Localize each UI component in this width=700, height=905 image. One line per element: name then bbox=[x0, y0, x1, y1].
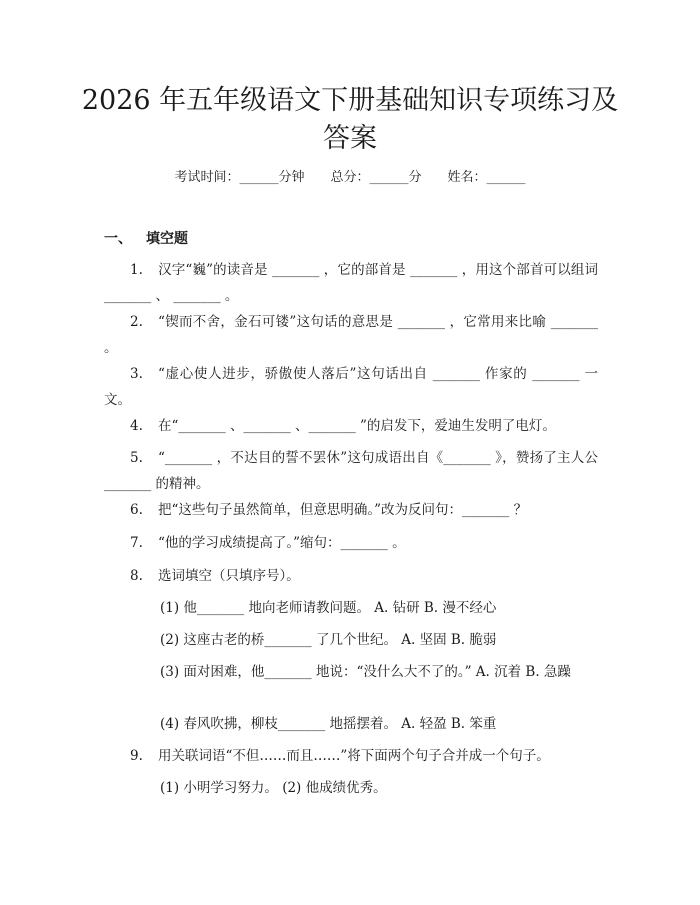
question-8-sub-1: (1) 他_______ 地向老师请教问题。 A. 钻研 B. 漫不经心 bbox=[160, 600, 497, 616]
question-9 bbox=[104, 743, 598, 769]
question-6 bbox=[104, 497, 598, 523]
question-text: “虚心使人进步，骄傲使人落后”这句话出自 _______ 作家的 _______ 一文。 bbox=[104, 366, 598, 408]
exam-score: 总分：______分 bbox=[330, 170, 422, 185]
question-number: 4. bbox=[130, 418, 143, 434]
question-4 bbox=[104, 413, 598, 439]
section-heading bbox=[104, 229, 188, 249]
question-8-sub-4: (4) 春风吹拂，柳枝_______ 地摇摆着。 A. 轻盈 B. 笨重 bbox=[160, 716, 497, 732]
question-number: 1. bbox=[130, 262, 143, 278]
exam-time: 考试时间：______分钟 bbox=[174, 170, 305, 185]
question-number: 6. bbox=[130, 502, 143, 518]
question-9-sub: (1) 小明学习努力。 (2) 他成绩优秀。 bbox=[160, 780, 387, 796]
question-text: 在“_______ 、_______ 、_______ ”的启发下，爱迪生发明了电灯。 bbox=[158, 418, 556, 434]
page-title bbox=[0, 82, 700, 158]
question-text: “他的学习成绩提高了。”缩句：_______ 。 bbox=[158, 535, 406, 551]
question-number: 8. bbox=[130, 568, 143, 584]
question-text: 用关联词语“不但……而且……”将下面两个句子合并成一个句子。 bbox=[158, 748, 550, 764]
question-7 bbox=[104, 530, 598, 556]
title-line-1: 2026 年五年级语文下册基础知识专项练习及 bbox=[81, 85, 619, 116]
question-text: “_______ ，不达目的誓不罢休”这句成语出自《_______ 》，赞扬了主人公_______ 的精神。 bbox=[104, 450, 598, 492]
question-text: 把“这些句子虽然简单，但意思明确。”改为反问句：_______ ？ bbox=[158, 502, 528, 518]
question-number: 7. bbox=[130, 535, 143, 551]
question-8-sub-2: (2) 这座古老的桥_______ 了几个世纪。 A. 坚固 B. 脆弱 bbox=[160, 632, 497, 648]
question-8-sub-3: (3) 面对困难，他_______ 地说：“没什么大不了的。” A. 沉着 B. 急躁 bbox=[160, 664, 571, 680]
section-number: 一、 bbox=[104, 231, 132, 247]
exam-info bbox=[0, 168, 700, 188]
question-text: 汉字“巍”的读音是 _______ ，它的部首是 _______ ，用这个部首可以组词 _______ 、 _______ 。 bbox=[104, 262, 598, 304]
section-label: 填空题 bbox=[146, 231, 188, 247]
question-number: 2. bbox=[130, 314, 143, 330]
question-8 bbox=[104, 563, 598, 589]
question-3 bbox=[104, 361, 598, 413]
question-1 bbox=[104, 257, 598, 309]
question-number: 9. bbox=[130, 748, 143, 764]
question-text: 选词填空（只填序号）。 bbox=[158, 568, 300, 584]
question-number: 5. bbox=[130, 450, 143, 466]
question-text: “锲而不舍，金石可镂”这句话的意思是 _______ ，它常用来比喻 _______ 。 bbox=[104, 314, 598, 356]
question-5 bbox=[104, 445, 598, 497]
title-line-2: 答案 bbox=[323, 123, 377, 154]
student-name: 姓名：______ bbox=[447, 170, 526, 185]
question-2 bbox=[104, 309, 598, 361]
question-number: 3. bbox=[130, 366, 143, 382]
